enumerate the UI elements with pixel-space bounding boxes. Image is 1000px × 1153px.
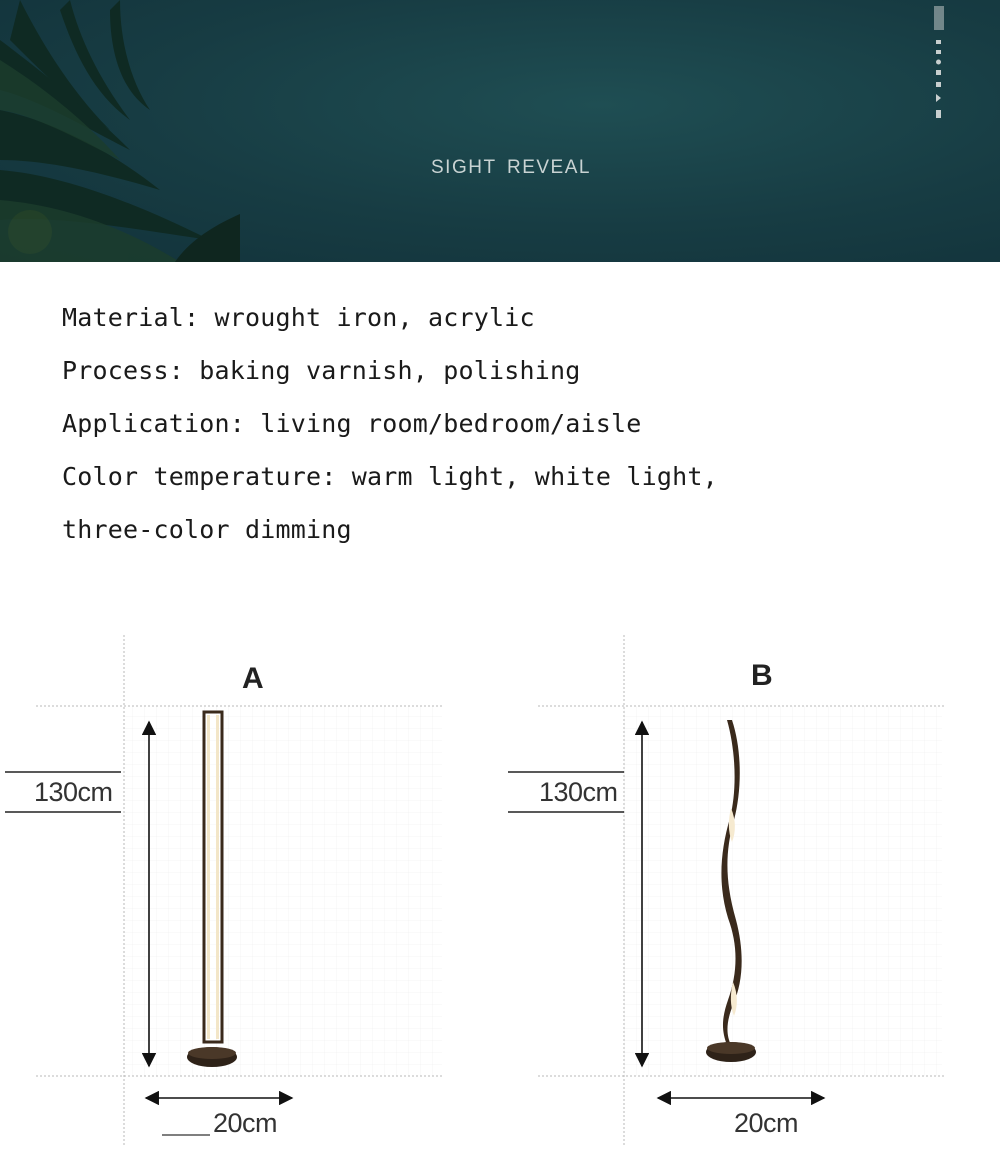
dimension-diagram-graphics [0, 620, 1000, 1153]
spec-material: Material: wrought iron, acrylic [62, 303, 535, 332]
spec-list [62, 296, 718, 561]
height-label-b: 130cm [539, 777, 618, 807]
spec-process: Process: baking varnish, polishing [62, 356, 581, 385]
vertical-mark-icons [933, 6, 945, 122]
dimension-diagram [0, 620, 1000, 1153]
spec-color-temperature-continued [62, 508, 718, 561]
spec-value: wrought iron, acrylic [214, 303, 535, 332]
spec-label: Material [62, 303, 185, 332]
spec-application: Application: living room/bedroom/aisle [62, 409, 642, 438]
banner-title: SIGHT REVEAL [431, 157, 591, 178]
spec-value: three-color dimming [62, 515, 352, 544]
spec-value: living room/bedroom/aisle [260, 409, 642, 438]
spec-value: baking varnish, polishing [199, 356, 581, 385]
hero-banner [0, 0, 1000, 262]
spec-color-temperature: Color temperature: warm light, white light, [62, 462, 718, 491]
lamp-b-letter: B [751, 659, 773, 692]
height-label-a: 130cm [34, 777, 113, 807]
grid-panel-b [624, 706, 942, 1076]
lamp-a-letter: A [242, 662, 264, 695]
grid-panel-a [124, 706, 442, 1076]
spec-label: Color temperature [62, 462, 322, 491]
width-label-a: 20cm [213, 1108, 278, 1138]
spec-label: Process [62, 356, 169, 385]
palm-leaf-decoration [0, 0, 260, 262]
spec-label: Application [62, 409, 230, 438]
spec-value: warm light, white light, [351, 462, 718, 491]
width-label-b: 20cm [734, 1108, 799, 1138]
